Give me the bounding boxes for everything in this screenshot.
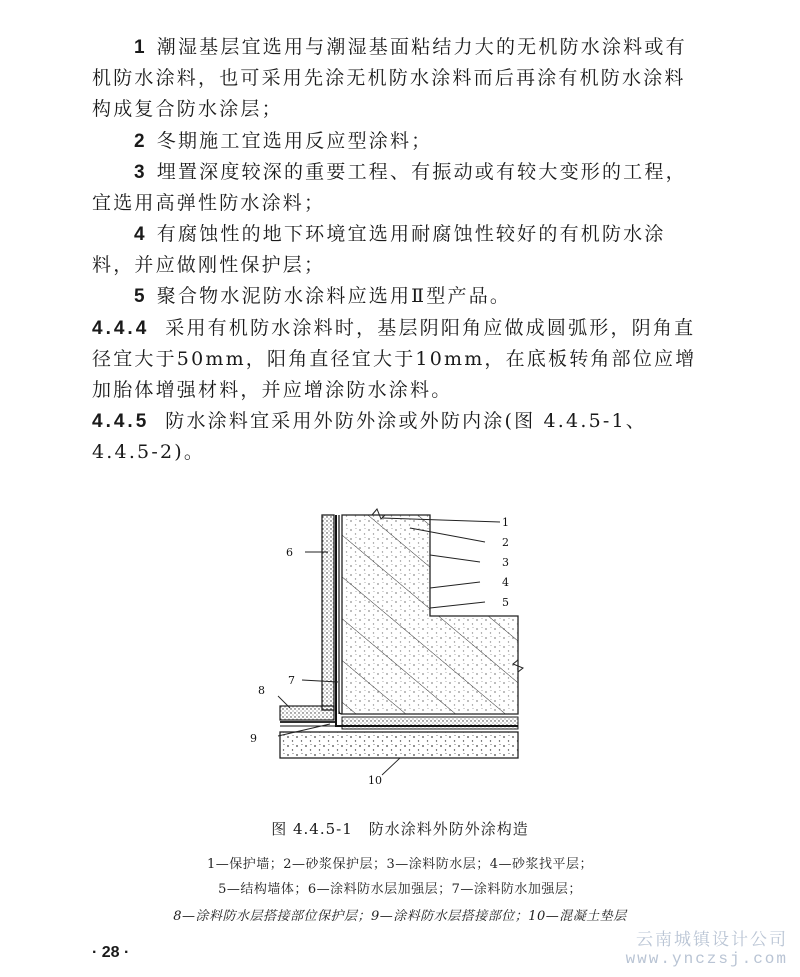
lap-protection xyxy=(280,706,334,720)
callout-5: 5 xyxy=(502,596,509,609)
list-item-3 xyxy=(92,157,697,219)
waterproofing-section-diagram xyxy=(250,500,550,790)
figure-title: 图 4.4.5-1 防水涂料外防外涂构造 xyxy=(271,820,529,838)
item-number: 1 xyxy=(134,37,147,58)
item-number: 2 xyxy=(134,131,147,152)
item-number: 4 xyxy=(134,224,147,245)
watermark-url: www.ynczsj.com xyxy=(625,950,788,968)
figure-legend-line-3: 8—涂料防水层搭接部位保护层；9—涂料防水层搭接部位；10—混凝土垫层 xyxy=(173,909,627,924)
callout-1: 1 xyxy=(502,516,509,529)
leveling-layer xyxy=(342,717,518,729)
list-item-2 xyxy=(92,126,697,157)
item-number: 5 xyxy=(134,286,147,307)
callout-2: 2 xyxy=(502,536,509,549)
page-number: · 28 · xyxy=(92,944,130,961)
figure-legend-line-2: 5—结构墙体；6—涂料防水层加强层；7—涂料防水加强层； xyxy=(218,882,582,897)
clause-text: 采用有机防水涂料时，基层阴阳角应做成圆弧形，阴角直径宜大于50mm，阳角直径宜大于10mm，在底板转角部位应增加胎体增强材料，并应增涂防水涂料。 xyxy=(92,317,697,401)
item-number: 3 xyxy=(134,162,147,183)
clause-4-4-5 xyxy=(92,406,697,468)
item-text: 冬期施工宜选用反应型涂料； xyxy=(156,130,433,152)
callout-10: 10 xyxy=(368,774,382,787)
figure-legend-line-1: 1—保护墙；2—砂浆保护层；3—涂料防水层；4—砂浆找平层； xyxy=(206,857,594,872)
list-item-4 xyxy=(92,219,697,281)
callout-4: 4 xyxy=(502,576,509,589)
clause-number: 4.4.5 xyxy=(92,411,150,432)
item-text: 潮湿基层宜选用与潮湿基面粘结力大的无机防水涂料或有机防水涂料，也可采用先涂无机防水涂料而后再涂有机防水涂料构成复合防水涂层； xyxy=(92,36,687,120)
item-text: 有腐蚀性的地下环境宜选用耐腐蚀性较好的有机防水涂料，并应做刚性保护层； xyxy=(92,223,666,276)
clause-number: 4.4.4 xyxy=(92,318,150,339)
callout-6: 6 xyxy=(286,546,293,559)
list-item-1 xyxy=(92,32,697,125)
callout-8: 8 xyxy=(258,684,265,697)
concrete-cushion xyxy=(280,732,518,758)
callout-3: 3 xyxy=(502,556,509,569)
callout-9: 9 xyxy=(250,732,257,745)
clause-4-4-4 xyxy=(92,313,697,406)
item-text: 埋置深度较深的重要工程、有振动或有较大变形的工程，宜选用高弹性防水涂料； xyxy=(92,161,687,214)
protection-wall xyxy=(322,515,334,710)
item-text: 聚合物水泥防水涂料应选用Ⅱ型产品。 xyxy=(156,285,512,307)
callout-7: 7 xyxy=(288,674,295,687)
list-item-5 xyxy=(92,281,697,312)
clause-text: 防水涂料宜采用外防外涂或外防内涂(图 4.4.5-1、4.4.5-2)。 xyxy=(92,410,647,463)
watermark-name: 云南城镇设计公司 xyxy=(636,930,788,950)
